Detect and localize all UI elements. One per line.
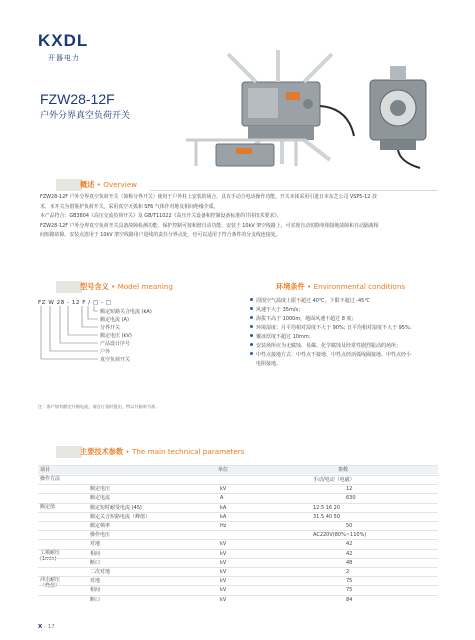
- table-cell-unit: kV: [220, 587, 227, 594]
- table-row: [38, 503, 438, 512]
- table-header-item: 项目: [40, 467, 51, 473]
- overview-line: FZW28-12F 户外分界真空负荷开关（简称分界开关）使用于户外柱上安装的场合，具有手动合电动操作功能。开关本体采用引进日本东芝公司 VSP5-12 技: [40, 194, 377, 200]
- page-footer: [38, 624, 55, 630]
- table-row: [38, 475, 438, 484]
- table-header-row: [38, 465, 438, 474]
- table-cell-name: 操作电压: [90, 532, 111, 539]
- tech-params-section-header: 主要技术参数 • The main technical parameters: [0, 446, 475, 458]
- table-cell-value: 48: [346, 559, 353, 566]
- model-meaning-heading-cn: 型号含义: [80, 282, 109, 291]
- environment-item: 覆冰厚度不超过 10mm；: [250, 334, 450, 341]
- switch-photo-side: [176, 126, 316, 176]
- table-cell-name: 额定关合短路电流（峰值）: [90, 513, 151, 520]
- table-row: [38, 539, 438, 548]
- table-row: [38, 530, 438, 539]
- table-cell-unit: kA: [220, 513, 227, 520]
- table-cell-name: 对地: [90, 541, 101, 548]
- table-header-param: 参数: [338, 467, 349, 473]
- table-row: [38, 521, 438, 530]
- table-cell-name: 断口: [90, 559, 101, 566]
- overview-section-header: 概述 • Overview: [0, 179, 475, 191]
- table-row: [38, 595, 438, 604]
- overview-line: FZW28-12F 户外分界真空负荷开关具备故障检测功能，保护控制可按和谐自动功能，安装于 10kV 架空线路上，可实现自动切除单相接地故障和自动隔离相: [40, 222, 379, 229]
- table-cell-value: 75: [346, 578, 353, 585]
- product-subtitle: 户外分界真空负荷开关: [40, 111, 131, 121]
- table-cell-group: 操作方法: [40, 476, 61, 482]
- brand-logo: [38, 32, 108, 68]
- table-cell-name: 对地: [90, 578, 101, 585]
- table-cell-name: 额定频率: [90, 523, 111, 529]
- model-meaning-item: 户外: [100, 349, 111, 355]
- table-row: [38, 512, 438, 521]
- table-cell-value: 42: [346, 541, 353, 548]
- table-cell-name: 二次对地: [90, 569, 111, 575]
- model-meaning-section-header: 型号含义 • Model meaning: [0, 281, 475, 293]
- model-meaning-item: 额定短路关合电流 (kA): [100, 309, 152, 315]
- environment-item-continued: 电阻接地。: [256, 361, 282, 367]
- table-cell-name: 额定短时耐受电流 (4S): [90, 504, 142, 511]
- table-cell-group: 冲击耐压 （峰值）: [40, 577, 61, 590]
- environment-item: 周围空气温度上限不超过 40℃，下限不超过 -45℃: [250, 298, 450, 305]
- table-cell-value: 630: [346, 495, 356, 502]
- table-cell-value: AC220V(80%~110%): [313, 532, 367, 539]
- table-cell-unit: kA: [220, 504, 227, 511]
- brand-subtitle: 开器电力: [48, 54, 80, 62]
- model-meaning-item: 额定电压 (kV): [100, 333, 132, 339]
- table-cell-name: 断口: [90, 596, 101, 603]
- model-meaning-item: 分界开关: [100, 325, 121, 331]
- table-row: [38, 549, 438, 562]
- environment-item: 中性点接地方式：中性点不接地、中性点经消弧线圈接地、中性点经小: [250, 352, 450, 359]
- tech-params-heading-cn: 主要技术参数: [80, 447, 124, 456]
- overview-text: [40, 193, 445, 241]
- table-cell-group: 额定值: [40, 503, 56, 510]
- table-cell-value: 42: [346, 550, 353, 557]
- table-cell-value: 75: [346, 587, 353, 594]
- table-cell-unit: kV: [220, 559, 227, 566]
- table-cell-name: 额定电压: [90, 486, 111, 493]
- table-cell-value: 手动/电动（电磁）: [313, 477, 355, 483]
- environment-item: 环境湿度：月平均相对湿度不大于 90%; 日平均相对湿度不大于 95%；: [250, 325, 450, 332]
- table-row: [38, 484, 438, 493]
- table-row: [38, 567, 438, 576]
- table-cell-value: 12.5 16 20: [313, 504, 341, 511]
- page-number: - 17: [44, 624, 55, 630]
- environment-section-header: 环境条件 • Environmental conditions: [276, 282, 406, 291]
- table-row: [38, 585, 438, 594]
- tech-params-heading-en: The main technical parameters: [131, 447, 245, 456]
- footer-brand: X: [38, 624, 43, 630]
- environment-item: 安装场所应为无腐蚀、易爆、化学腐蚀及经常性剧烈振动的场所；: [250, 343, 450, 350]
- table-row: [38, 558, 438, 567]
- environment-item: 风速不大于 35m/s；: [250, 307, 450, 314]
- table-cell-name: 相间: [90, 550, 101, 557]
- table-cell-unit: A: [220, 495, 224, 502]
- table-cell-unit: kV: [220, 569, 227, 575]
- table-cell-name: 相间: [90, 587, 101, 594]
- table-cell-value: 12: [346, 486, 353, 493]
- model-meaning-item: 产品设计序号: [100, 341, 131, 347]
- model-meaning-heading-en: Model meaning: [117, 282, 173, 291]
- environment-heading-en: Environmental conditions: [313, 282, 406, 291]
- table-row: [38, 576, 438, 590]
- environment-heading-cn: 环境条件: [276, 282, 305, 291]
- table-cell-value: 84: [346, 596, 353, 603]
- overview-line: 术，本开关为借鉴护负荷开关。采用真空灭弧和 SF6 气体作对地及相间绝缘介质。: [40, 203, 219, 210]
- table-header-unit: 单位: [218, 467, 229, 473]
- table-cell-unit: Hz: [220, 523, 227, 529]
- model-meaning-item: 真空负荷开关: [100, 357, 131, 363]
- table-cell-unit: kV: [220, 596, 227, 603]
- table-cell-value: 31.5 40 50: [313, 513, 341, 520]
- overview-line: 本产品符合：GB3804《高压交流负荷开关》及 GB/T11022《高压开关设备和控制设备标准的共用技术要求》。: [40, 213, 282, 220]
- table-cell-unit: kV: [220, 550, 227, 557]
- model-meaning-note: 注：客户如有额定开断电流，请在订货时提出，特以开箱单为准。: [38, 404, 160, 409]
- model-meaning-item: 额定电流 (A): [100, 317, 129, 323]
- overview-line: 间短路故障。安装点选用于 10kV 架空线路用户进线的责任分界点处，也可以适用于符合条件的分支线连接处。: [40, 232, 281, 239]
- product-model: FZW28-12F: [40, 91, 115, 107]
- overview-heading-en: Overview: [103, 180, 138, 189]
- table-cell-unit: kV: [220, 578, 227, 585]
- overview-heading-cn: 概述: [80, 180, 95, 189]
- table-cell-value: 50: [346, 523, 353, 529]
- environment-item: 海拔不高于 1000m，地面风速不超过 8 度；: [250, 316, 450, 323]
- model-code: FZ W 28 - 12 F / □ - □: [38, 300, 112, 306]
- table-cell-name: 额定电流: [90, 495, 111, 502]
- brand-wordmark: KXDL: [38, 31, 89, 50]
- table-cell-group: 工频耐压 (1min): [40, 549, 61, 562]
- table-row: [38, 493, 438, 502]
- table-cell-unit: kV: [220, 541, 227, 548]
- table-cell-unit: kV: [220, 486, 227, 493]
- table-cell-value: 2: [346, 569, 350, 575]
- controller-photo: [360, 62, 440, 172]
